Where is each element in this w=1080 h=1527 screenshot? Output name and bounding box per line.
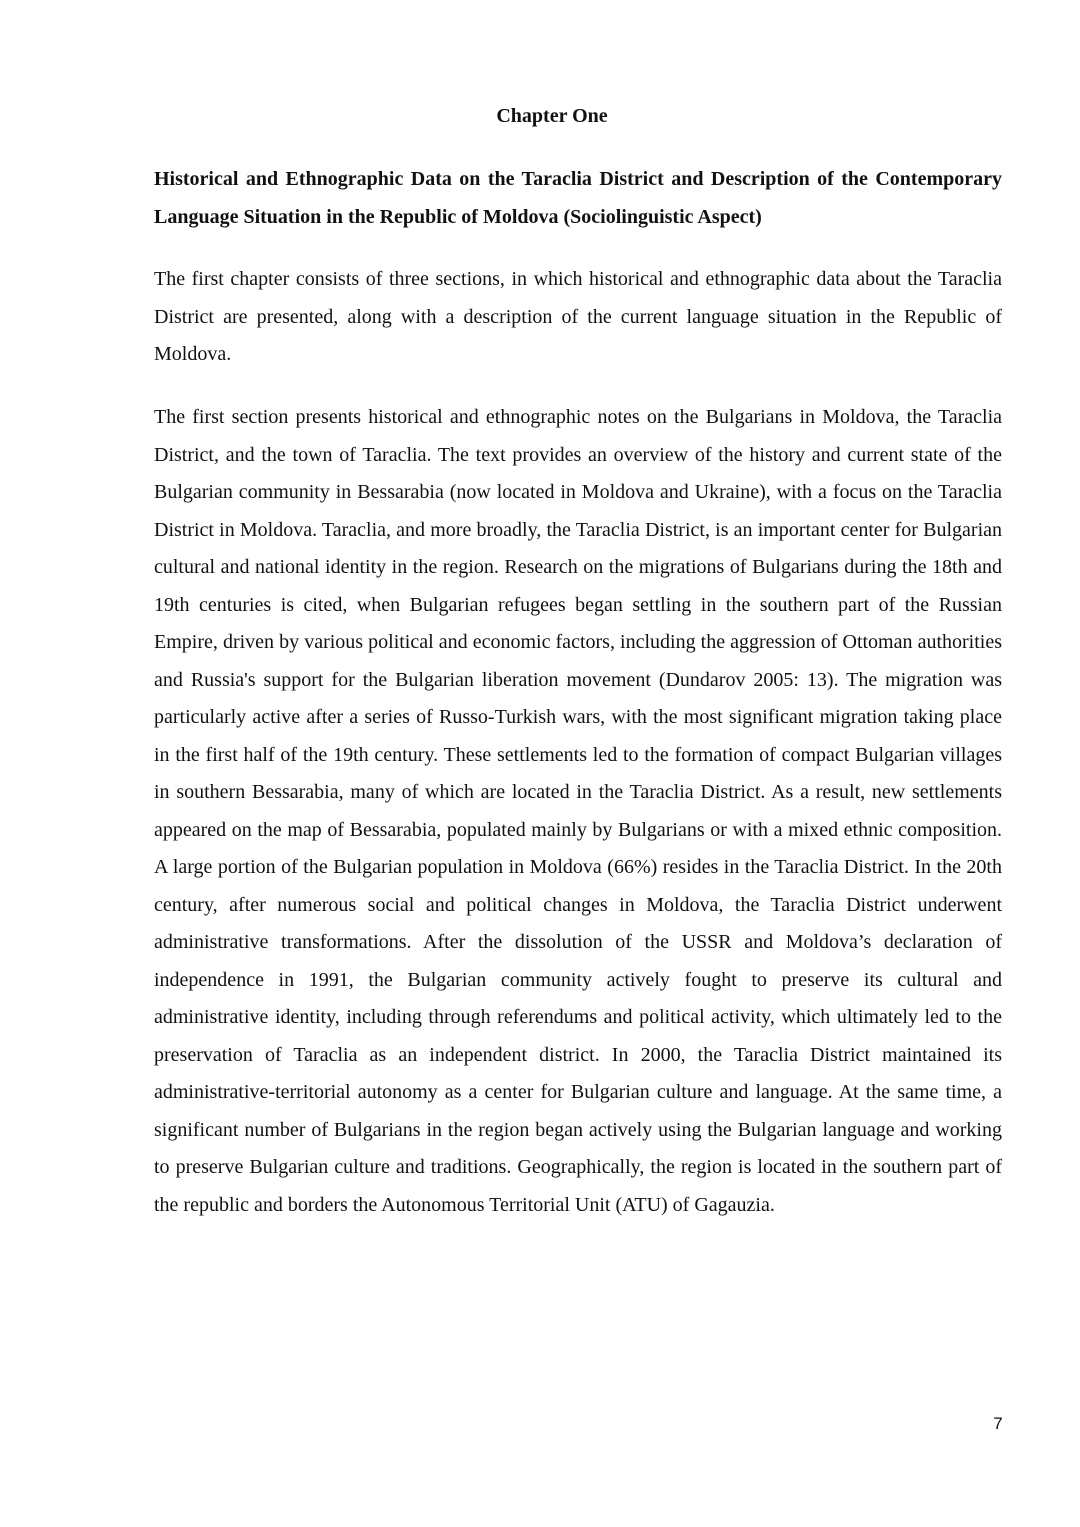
paragraph-first-section: The first section presents historical and ethnographic notes on the Bulgarians in Moldova, the Taraclia District, and the town of Taraclia. The text provides an overview of the history and current state of the Bulgarian community in Bessarabia (now located in Moldova and Ukraine), with a focus on the Taraclia District in Moldova. Taraclia, and more broadly, the Taraclia District, is an important center for Bulgarian cultural and national identity in the region. Research on the migrations of Bulgarians during the 18th and 19th centuries is cited, when Bulgarian refugees began settling in the southern part of the Russian Empire, driven by various political and economic factors, including the aggression of Ottoman authorities and Russia's support for the Bulgarian liberation movement (Dundarov 2005: 13). The migration was particularly active after a series of Russo-Turkish wars, with the most significant migration taking place in the first half of the 19th century. These settlements led to the formation of compact Bulgarian villages in southern Bessarabia, many of which are located in the Taraclia District. As a result, new settlements appeared on the map of Bessarabia, populated mainly by Bulgarians or with a mixed ethnic composition. A large portion of the Bulgarian population in Moldova (66%) resides in the Taraclia District. In the 20th century, after numerous social and political changes in Moldova, the Taraclia District underwent administrative transformations. After the dissolution of the USSR and Moldova’s declaration of independence in 1991, the Bulgarian community actively fought to preserve its cultural and administrative identity, including through referendums and political activity, which ultimately led to the preservation of Taraclia as an independent district. In 2000, the Taraclia District maintained its administrative-territorial autonomy as a center for Bulgarian culture and language. At the same time, a significant number of Bulgarians in the region began actively using the Bulgarian language and working to preserve Bulgarian culture and traditions. Geographically, the region is located in the southern part of the republic and borders the Autonomous Territorial Unit (ATU) of Gagauzia.	[154, 406, 1002, 1216]
paragraph-intro: The first chapter consists of three sections, in which historical and ethnographic data about the Taraclia District are presented, along with a description of the current language situation in the Republic of Moldova.	[154, 268, 1002, 365]
chapter-title: Chapter One	[496, 105, 608, 127]
page-number: 7	[993, 1414, 1003, 1433]
section-heading: Historical and Ethnographic Data on the Taraclia District and Description of the Contemporary Language Situation in the Republic of Moldova (Sociolinguistic Aspect)	[154, 168, 1002, 228]
